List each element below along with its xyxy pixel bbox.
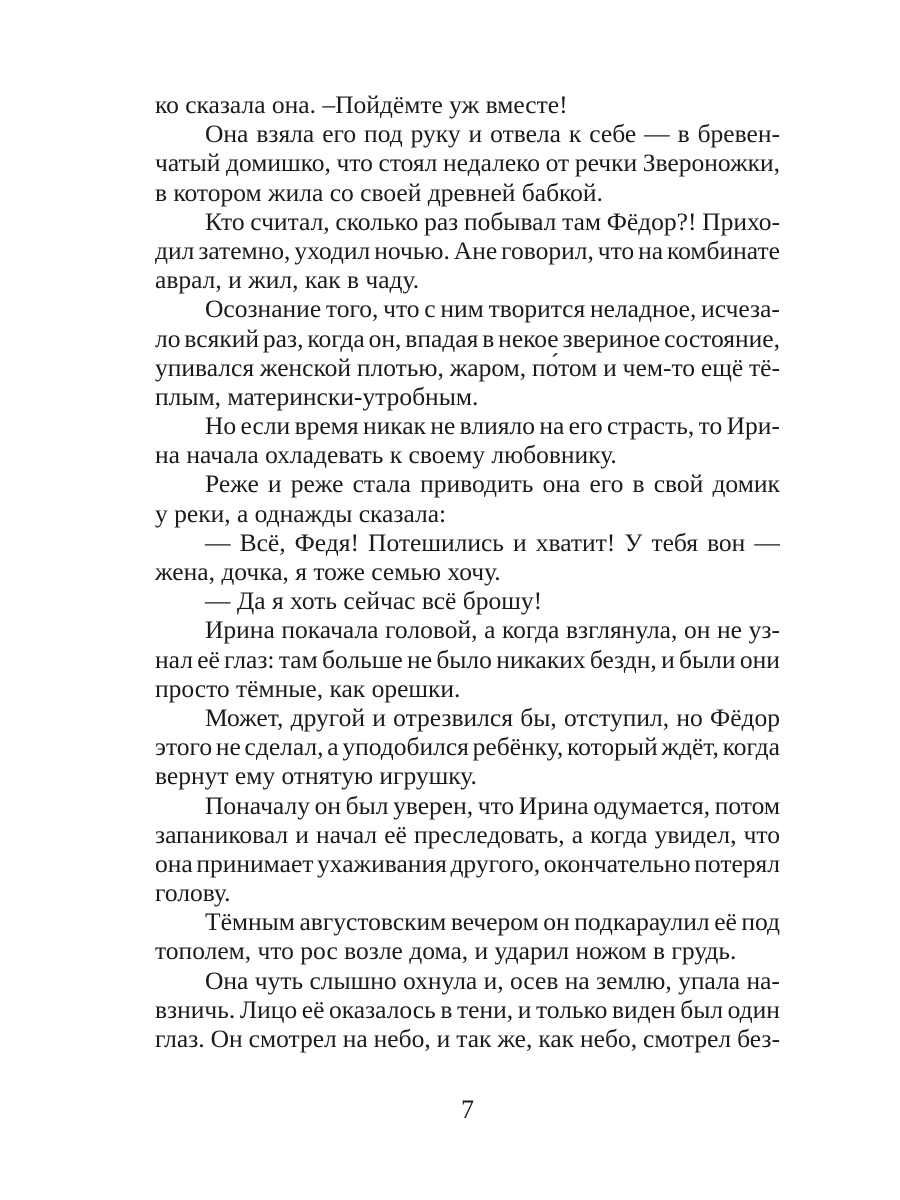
page-text (155, 90, 780, 1053)
text-line: она принимает ухаживания другого, окончательно потерял (155, 848, 780, 878)
text-line: Может, другой и отрезвился бы, отступил, но Фёдор (205, 702, 780, 732)
text-line: тополем, что рос возле дома, и ударил ножом в грудь. (155, 936, 737, 966)
text-line: Осознание того, что с ним творится неладное, исчеза- (205, 294, 780, 324)
text-line: — Всё, Федя! Потешились и хватит! У тебя вон — (205, 527, 780, 557)
text-line: взничь. Лицо её оказалось в тени, и только виден был один (155, 994, 780, 1024)
text-line: в котором жила со своей древней бабкой. (155, 177, 603, 207)
text-line: у реки, а однажды сказала: (155, 498, 447, 528)
text-line: жена, дочка, я тоже семью хочу. (155, 557, 501, 586)
text-line: Тёмным августовским вечером он подкараулил её под (205, 907, 780, 937)
text-line: аврал, и жил, как в чаду. (155, 265, 420, 295)
text-line: просто тёмные, как орешки. (155, 673, 461, 703)
text-line: упивался женской плотью, жаром, по́том и чем-то ещё тё- (155, 352, 780, 382)
text-line: Но если время никак не влияло на его страсть, то Ири- (205, 411, 780, 441)
text-line: плым, матерински-утробным. (155, 381, 479, 411)
text-line: на начала охладевать к своему любовнику. (155, 440, 617, 470)
text-line: запаниковал и начал её преследовать, а когда увидел, что (155, 819, 780, 849)
text-line: вернут ему отнятую игрушку. (155, 761, 477, 791)
text-line: Кто считал, сколько раз побывал там Фёдор?! Прихо- (205, 206, 780, 236)
text-line: дил затемно, уходил ночью. Ане говорил, что на комбинате (155, 235, 780, 265)
text-line: ко сказала она. –Пойдёмте уж вместе! (155, 90, 568, 119)
text-line: чатый домишко, что стоял недалеко от речки Звероножки, (155, 148, 780, 178)
text-line: голову. (155, 878, 231, 908)
text-line: Она чуть слышно охнула и, осев на землю, упала на- (205, 965, 780, 995)
text-line: Реже и реже стала приводить она его в свой домик (205, 469, 780, 499)
text-line: Поначалу он был уверен, что Ирина одумается, потом (205, 790, 780, 820)
text-line: Она взяла его под руку и отвела к себе — в бревен- (205, 119, 780, 149)
text-line: глаз. Он смотрел на небо, и так же, как небо, смотрел без- (155, 1024, 780, 1053)
text-line: Ирина покачала головой, а когда взглянула, он не уз- (205, 615, 780, 645)
text-line: этого не сделал, а уподобился ребёнку, который ждёт, когда (155, 732, 780, 762)
text-line: — Да я хоть сейчас всё брошу! (205, 586, 543, 616)
text-line: нал её глаз: там больше не было никаких бездн, и были они (155, 644, 780, 674)
text-line: ло всякий раз, когда он, впадая в некое звериное состояние, (155, 323, 780, 353)
page-number: 7 (461, 1095, 474, 1124)
